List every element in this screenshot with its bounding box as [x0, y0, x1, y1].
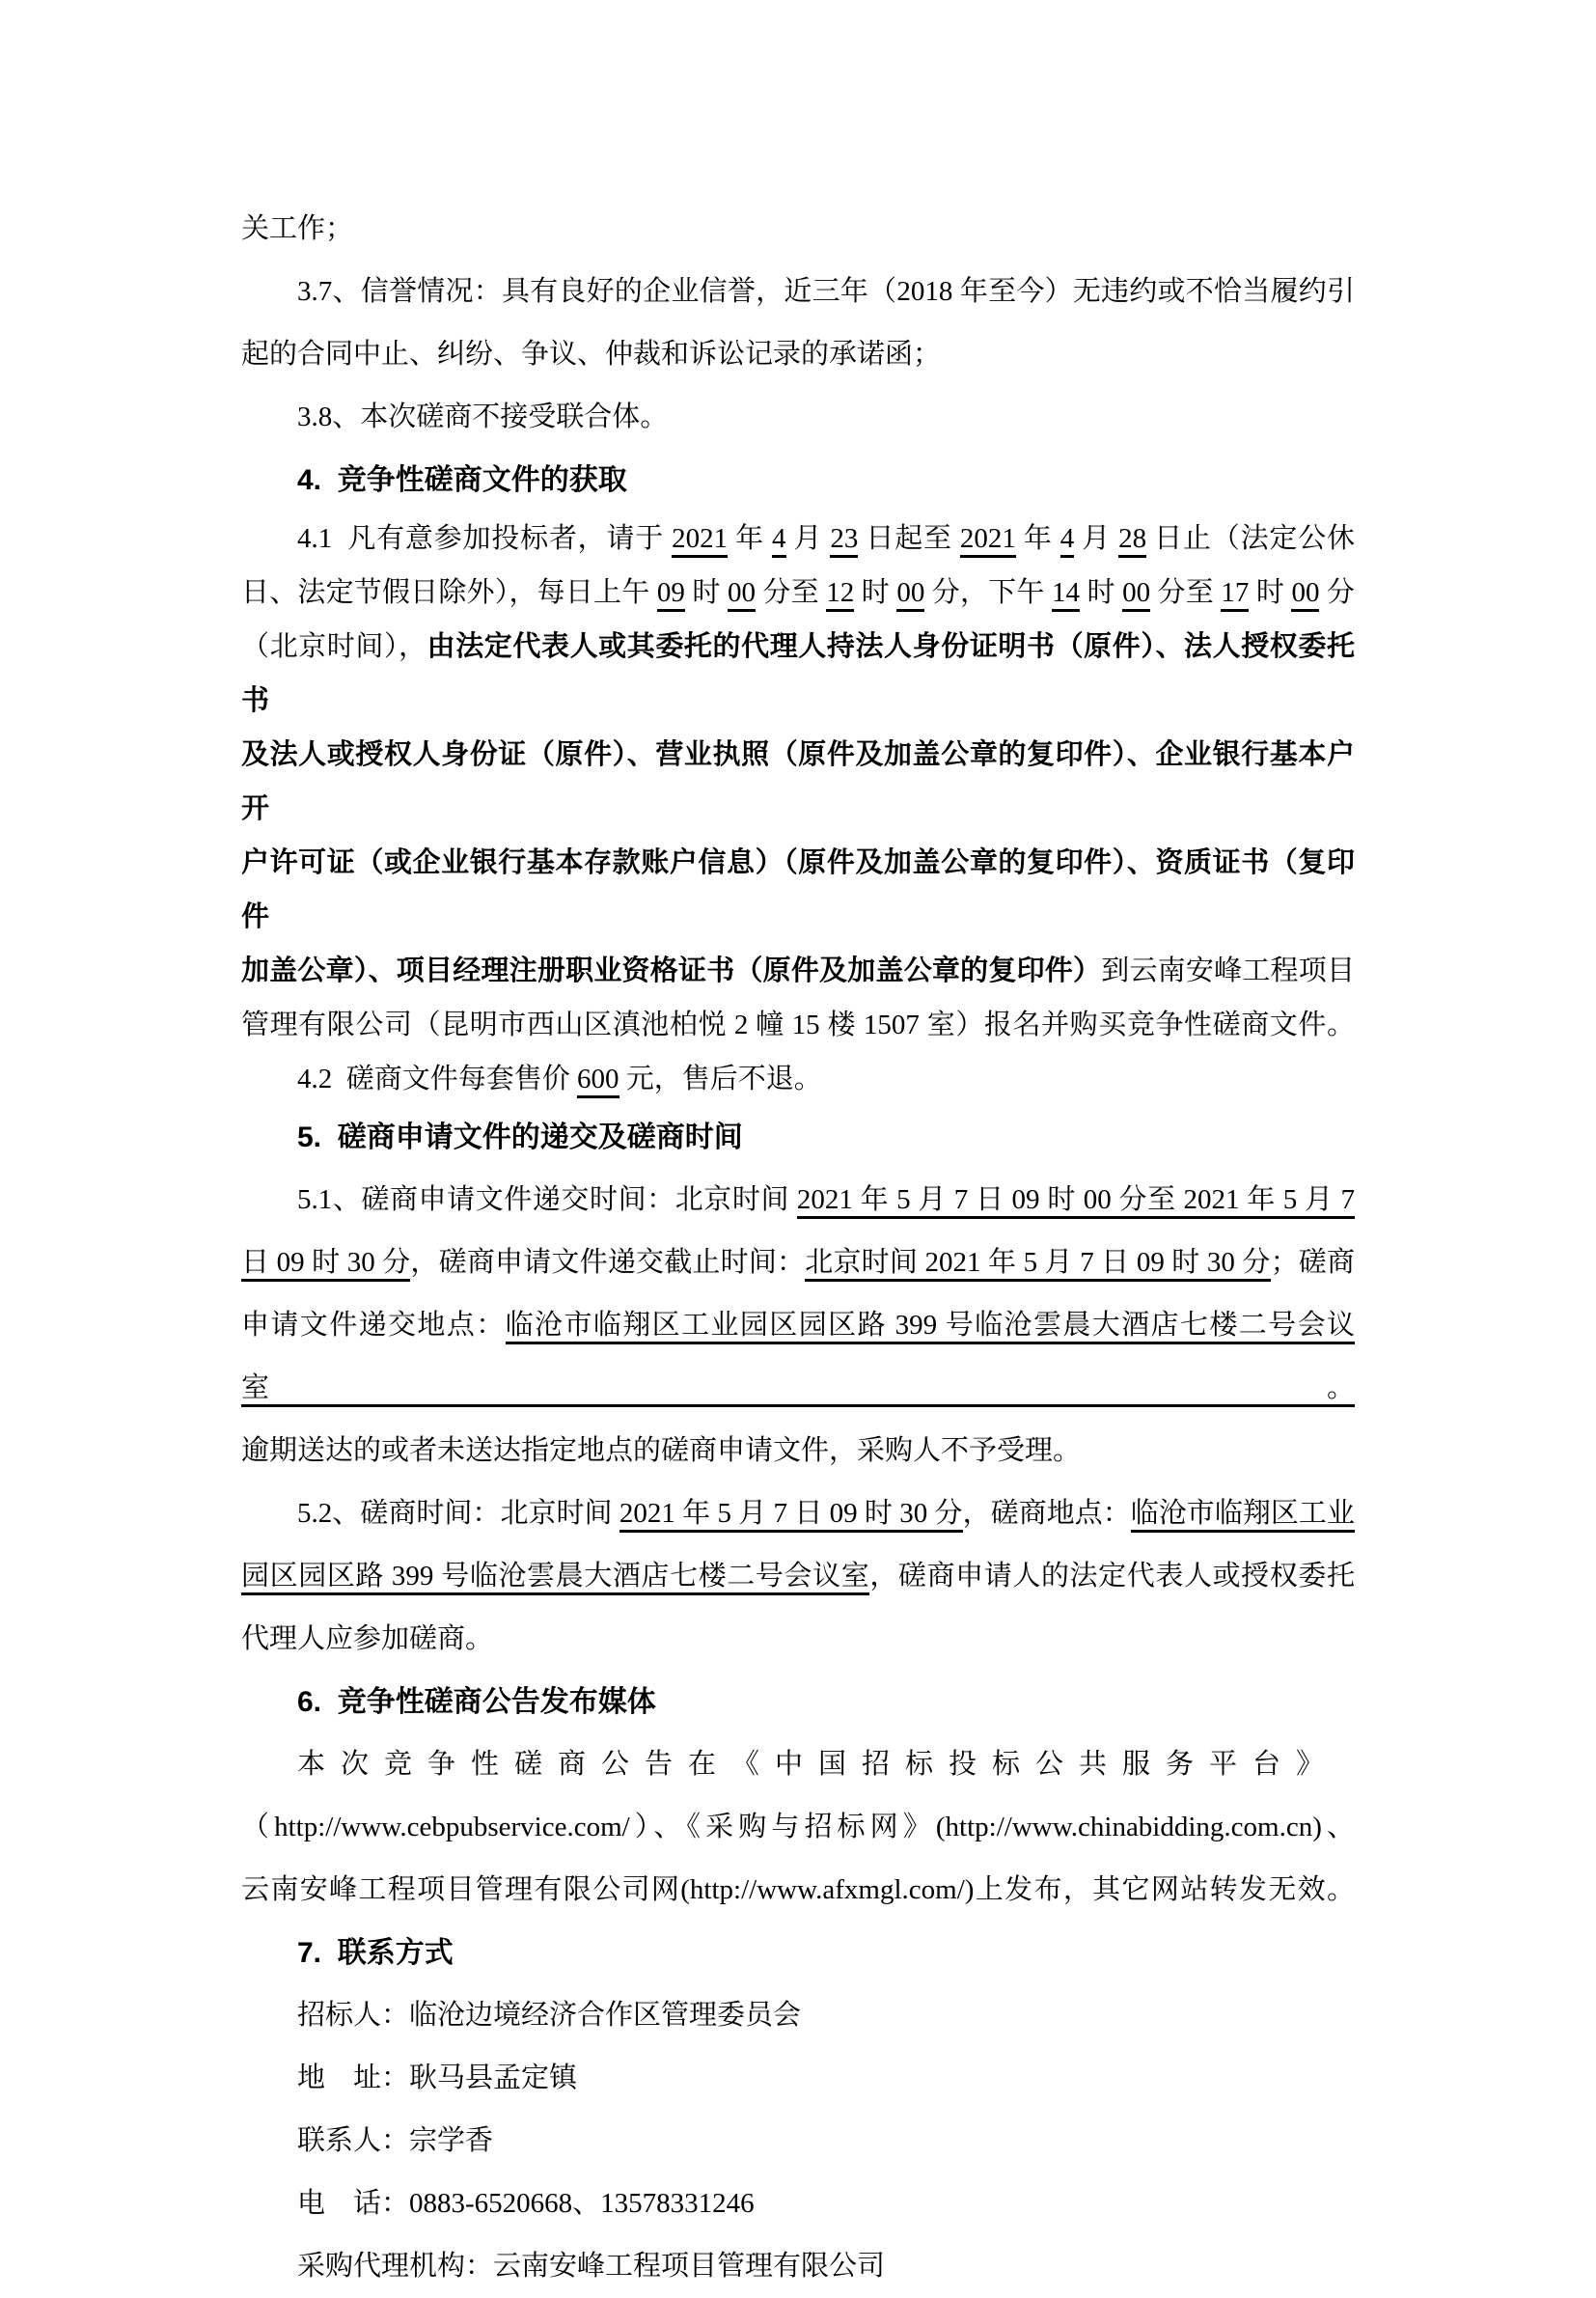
text-run: 电 话：0883-6520668、13578331246 — [297, 2188, 755, 2219]
bold-text: 由法定代表人或其委托的代理人持法人身份证明书（原件）、法人授权委托书 — [241, 631, 1355, 716]
announcement-media-line-2 — [241, 1796, 1355, 1859]
clause-3-8 — [241, 386, 1355, 449]
clause-3-7-line-2 — [241, 323, 1355, 386]
contact-tenderer — [241, 1984, 1355, 2047]
clause-5-1-line-3 — [241, 1294, 1355, 1420]
text-run: 时 — [1080, 577, 1123, 608]
contact-agency — [241, 2235, 1355, 2298]
text-run: 招标人：临沧边境经济合作区管理委员会 — [297, 2000, 802, 2031]
underlined-text: 2021 — [960, 523, 1016, 558]
text-run: 联系人：宗学香 — [297, 2125, 494, 2156]
text-run: 时 — [854, 577, 897, 608]
underlined-text: 09 — [657, 577, 685, 612]
underlined-text: 2021 年 5 月 7 日 09 时 30 分 — [619, 1498, 963, 1533]
underlined-text: 00 — [1122, 577, 1150, 612]
underlined-text: 2021 年 5 月 7 日 09 时 00 分至 2021 年 5 月 7 — [797, 1184, 1355, 1219]
clause-4-2 — [241, 1052, 1355, 1106]
text-run: 7. 联系方式 — [297, 1937, 454, 1969]
text-run: ；磋商 — [1270, 1247, 1355, 1278]
text-run: 分至 — [1150, 577, 1222, 608]
underlined-text: 12 — [826, 577, 854, 612]
text-run: 日起至 — [858, 523, 960, 554]
text-run: 日止（法定公休 — [1146, 523, 1355, 554]
clause-4-1-line-7 — [241, 998, 1355, 1052]
text-run: 代理人应参加磋商。 — [241, 1623, 494, 1654]
text-run: （http://www.cebpubservice.com/）、《采购与招标网》(http://www.chinabidding.com.cn)、 — [241, 1812, 1355, 1842]
text-run: 5.1、磋商申请文件递交时间：北京时间 — [297, 1184, 797, 1215]
text-run: 云南安峰工程项目管理有限公司网(http://www.afxmgl.com/)上发布，其它网站转发无效。 — [241, 1874, 1355, 1905]
text-run: 月 — [1074, 523, 1119, 554]
text-run: 时 — [1249, 577, 1292, 608]
text-run: 分，下午 — [924, 577, 1053, 608]
underlined-text: 28 — [1118, 523, 1146, 558]
text-run: 4.1 凡有意参加投标者，请于 — [297, 523, 673, 554]
text-run: 4.2 磋商文件每套售价 — [297, 1064, 578, 1094]
clause-5-1-line-4 — [241, 1420, 1355, 1482]
clause-3-7-line-1 — [241, 261, 1355, 323]
text-run: 关工作； — [241, 213, 354, 244]
section-4-heading — [241, 449, 1355, 512]
text-run: 到云南安峰工程项目 — [1101, 955, 1355, 986]
text-run: 分至 — [755, 577, 827, 608]
text-run: 4. 竞争性磋商文件的获取 — [297, 464, 627, 496]
text-run: 元，售后不退。 — [619, 1064, 822, 1094]
section-5-heading — [241, 1106, 1355, 1169]
announcement-media-line-3 — [241, 1859, 1355, 1922]
underlined-text: 2021 — [672, 523, 728, 558]
section-6-heading — [241, 1671, 1355, 1733]
underlined-text: 00 — [728, 577, 756, 612]
text-run: 时 — [684, 577, 728, 608]
clause-4-1-line-4 — [241, 728, 1355, 836]
clause-4-1-line-6 — [241, 944, 1355, 998]
underlined-text: 4 — [1060, 523, 1075, 558]
clause-5-2-line-1 — [241, 1482, 1355, 1545]
text-run: 5.2、磋商时间：北京时间 — [297, 1498, 619, 1529]
clause-4-1-line-1 — [241, 512, 1355, 566]
bold-text: 户许可证（或企业银行基本存款账户信息）（原件及加盖公章的复印件）、资质证书（复印件 — [241, 847, 1355, 932]
clause-5-2-line-2 — [241, 1545, 1355, 1608]
text-run: 年 — [728, 523, 772, 554]
underlined-text: 00 — [896, 577, 924, 612]
text-run: 采购代理机构：云南安峰工程项目管理有限公司 — [297, 2251, 886, 2282]
underlined-text: 4 — [772, 523, 786, 558]
underlined-text: 临沧市临翔区工业 — [1131, 1498, 1355, 1533]
clause-4-1-line-2 — [241, 566, 1355, 620]
underlined-text: 14 — [1052, 577, 1080, 612]
text-run: 管理有限公司（昆明市西山区滇池柏悦 2 幢 15 楼 1507 室）报名并购买竞争性磋商文件。 — [241, 1010, 1355, 1040]
bold-text: 及法人或授权人身份证（原件）、营业执照（原件及加盖公章的复印件）、企业银行基本户开 — [241, 739, 1355, 824]
contact-person — [241, 2110, 1355, 2173]
text-run: ，磋商申请文件递交截止时间： — [410, 1247, 806, 1278]
clause-4-1-line-3 — [241, 620, 1355, 728]
text-run: 6. 竞争性磋商公告发布媒体 — [297, 1686, 656, 1718]
text-run: 地 址：耿马县孟定镇 — [297, 2063, 578, 2093]
text-run: 月 — [785, 523, 831, 554]
underlined-text: 北京时间 2021 年 5 月 7 日 09 时 30 分 — [805, 1247, 1270, 1282]
clause-5-2-line-3 — [241, 1608, 1355, 1671]
text-run: 分 — [1319, 577, 1355, 608]
text-run: 3.8、本次磋商不接受联合体。 — [297, 401, 669, 432]
text-run: 3.7、信誉情况：具有良好的企业信誉，近三年（2018 年至今）无违约或不恰当履约引 — [297, 276, 1355, 307]
underlined-text: 17 — [1221, 577, 1249, 612]
text-run: 年 — [1015, 523, 1060, 554]
text-run: 日、法定节假日除外），每日上午 — [241, 577, 657, 608]
underlined-text: 23 — [830, 523, 858, 558]
announcement-media-line-1 — [241, 1733, 1355, 1796]
text-run: 起的合同中止、纠纷、争议、仲裁和诉讼记录的承诺函； — [241, 339, 942, 370]
text-run: 本次竞争性磋商公告在《中国招标投标公共服务平台》 — [297, 1749, 1340, 1780]
text-run: ，磋商地点： — [962, 1498, 1131, 1529]
underlined-text: 600 — [577, 1064, 619, 1098]
clause-4-1-line-5 — [241, 836, 1355, 944]
carryover-text — [241, 198, 1355, 261]
underlined-text: 日 09 时 30 分 — [241, 1247, 410, 1282]
text-run: 申请文件递交地点： — [241, 1310, 506, 1341]
underlined-text: 临沧市临翔区工业园区园区路 399 号临沧雲晨大酒店七楼二号会议室。 — [241, 1310, 1355, 1407]
contact-address — [241, 2047, 1355, 2110]
text-run: ，磋商申请人的法定代表人或授权委托 — [869, 1561, 1355, 1592]
text-run: 逾期送达的或者未送达指定地点的磋商申请文件，采购人不予受理。 — [241, 1435, 1082, 1466]
text-run: 5. 磋商申请文件的递交及磋商时间 — [297, 1121, 743, 1153]
underlined-text: 园区园区路 399 号临沧雲晨大酒店七楼二号会议室 — [241, 1561, 869, 1595]
contact-phone — [241, 2173, 1355, 2235]
bold-text: 加盖公章）、项目经理注册职业资格证书（原件及加盖公章的复印件） — [241, 955, 1102, 986]
clause-5-1-line-2 — [241, 1232, 1355, 1294]
clause-5-1-line-1 — [241, 1169, 1355, 1232]
section-7-heading — [241, 1922, 1355, 1984]
text-run: （北京时间）， — [241, 631, 427, 662]
underlined-text: 00 — [1291, 577, 1319, 612]
